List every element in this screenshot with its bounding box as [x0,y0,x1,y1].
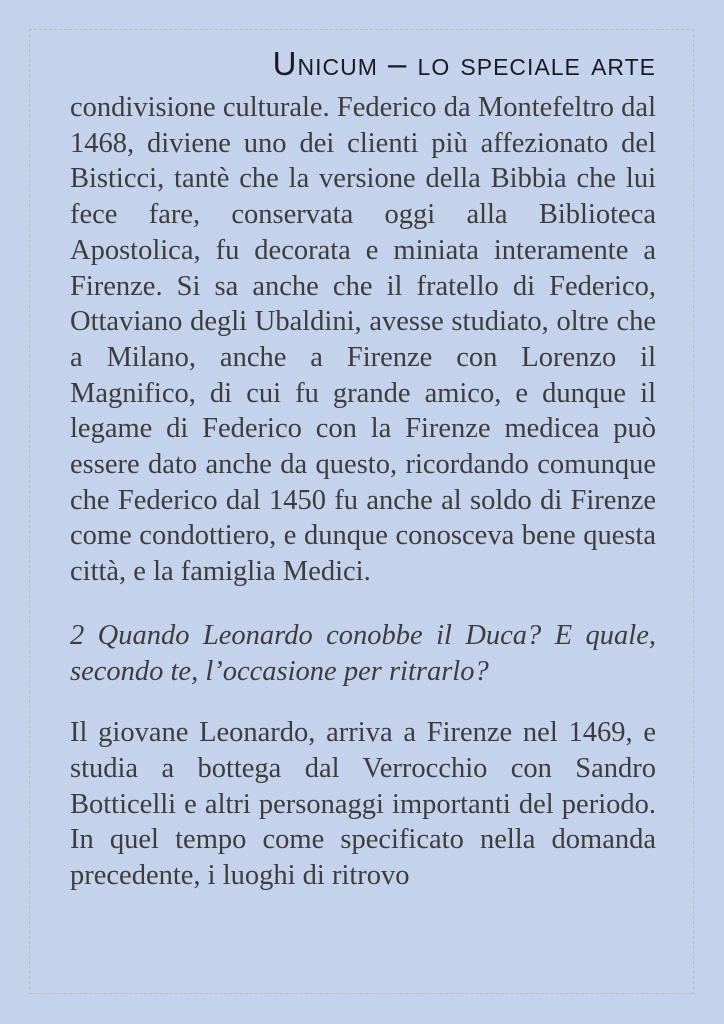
page-header-title: Unicum – lo speciale arte [272,45,656,82]
interview-question: 2 Quando Leonardo conobbe il Duca? E quale, secondo te, l’occasione per ritrarlo? [70,619,656,687]
interview-answer: Il giovane Leonardo, arriva a Firenze nel 1469, e studia a bottega dal Verrocchio con Sandro Botticelli e altri personaggi importanti del periodo. In quel tempo come specificato nella domanda precedente, i luoghi di ritrovo [70,717,656,892]
body-paragraph: condivisione culturale. Federico da Montefeltro dal 1468, diviene uno dei clienti più affezionato del Bisticci, tantè che la versione della Bibbia che lui fece fare, conservata oggi alla Biblioteca Apostolica, fu decorata e miniata interamente a Firenze. Si sa anche che il fratello di Federico, Ottaviano degli Ubaldini, avesse studiato, oltre che a Milano, anche a Firenze con Lorenzo il Magnifico, di cui fu grande amico, e dunque il legame di Federico con la Firenze medicea può essere dato anche da questo, ricordando comunque che Federico dal 1450 fu anche al soldo di Firenze come condottiero, e dunque conosceva bene questa città, e la famiglia Medici. [70,92,656,588]
article-body [70,90,656,894]
